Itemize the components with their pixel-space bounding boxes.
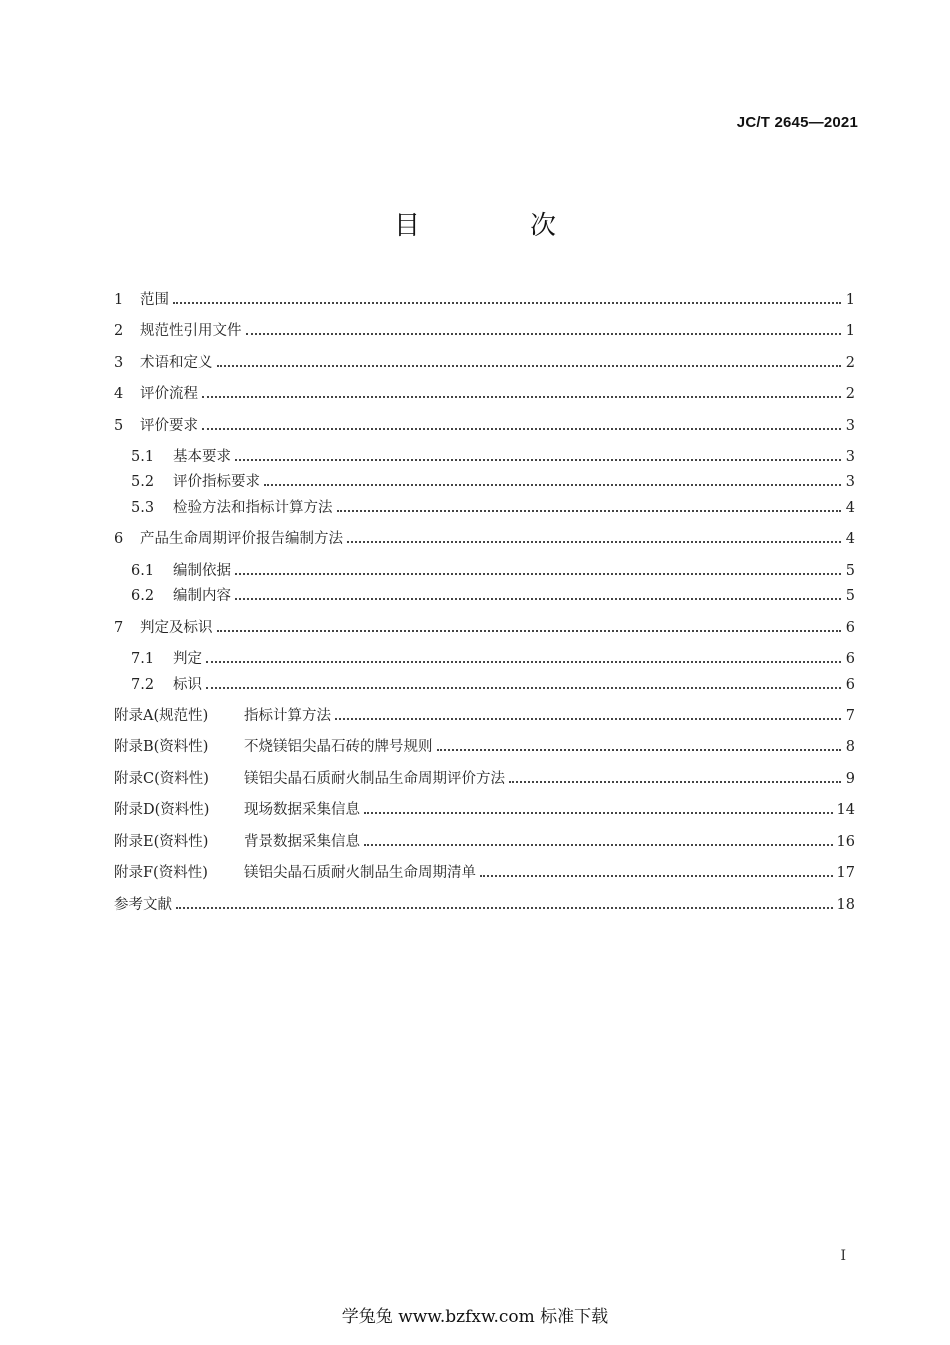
toc-entry-number: 3 xyxy=(114,355,124,371)
toc-entry-label xyxy=(114,860,476,886)
toc-entry-page: 2 xyxy=(845,386,855,402)
toc-entry-label xyxy=(114,318,242,344)
toc-entry-page: 16 xyxy=(836,834,855,850)
toc-entry-number: 附录E(资料性) xyxy=(114,834,209,850)
toc-dot-leader xyxy=(264,470,841,486)
toc-dot-leader xyxy=(202,382,841,398)
toc-entry-label xyxy=(114,703,331,729)
toc-dot-leader xyxy=(347,527,841,543)
toc-entry-number: 5.1 xyxy=(131,449,155,465)
toc-entry-page: 14 xyxy=(836,802,855,818)
toc-entry-page: 3 xyxy=(845,418,855,434)
toc-dot-leader xyxy=(206,647,841,663)
toc-entry-title: 编制依据 xyxy=(173,563,231,579)
toc-entry-number: 附录D(资料性) xyxy=(114,802,210,818)
toc-entry-page: 3 xyxy=(845,474,855,490)
toc-entry-title: 术语和定义 xyxy=(140,355,213,371)
standard-code: JC/T 2645—2021 xyxy=(736,114,858,131)
toc-entry-title: 范围 xyxy=(140,292,169,308)
toc-entry-page: 2 xyxy=(845,355,855,371)
toc-entry-title: 背景数据采集信息 xyxy=(244,834,360,850)
toc-entry-page: 9 xyxy=(845,771,855,787)
footer-watermark: 学兔兔 www.bzfxw.com 标准下载 xyxy=(341,1307,609,1327)
toc-entry-label xyxy=(114,615,213,641)
toc-dot-leader xyxy=(335,704,841,720)
toc-entry-number: 附录C(资料性) xyxy=(114,771,209,787)
toc-entry-label xyxy=(114,829,360,855)
toc-dot-leader xyxy=(480,861,833,877)
toc-entry-title: 现场数据采集信息 xyxy=(244,802,360,818)
toc-entry-title: 基本要求 xyxy=(173,449,231,465)
toc-dot-leader xyxy=(337,496,842,512)
toc-entry xyxy=(114,350,855,376)
toc-entry-title: 产品生命周期评价报告编制方法 xyxy=(140,531,343,547)
toc-entry xyxy=(114,892,855,918)
toc-entry-title: 判定 xyxy=(173,651,202,667)
toc-dot-leader xyxy=(206,673,841,689)
toc-entry-number: 7 xyxy=(114,620,124,636)
toc-entry-label xyxy=(114,287,169,313)
toc-entry-title: 检验方法和指标计算方法 xyxy=(173,500,333,516)
toc-entry xyxy=(131,469,855,495)
toc-dot-leader xyxy=(235,559,841,575)
toc-entry-page: 5 xyxy=(845,563,855,579)
toc-entry-page: 4 xyxy=(845,500,855,516)
toc-entry-number: 5.2 xyxy=(131,474,155,490)
toc-entry-label xyxy=(114,766,505,792)
toc-entry xyxy=(131,646,855,672)
toc-entry-number: 7.1 xyxy=(131,651,155,667)
toc-entry xyxy=(114,526,855,552)
toc-entry-label xyxy=(114,413,198,439)
toc-entry-title: 标识 xyxy=(173,677,202,693)
toc-entry-label xyxy=(131,672,202,698)
toc-entry xyxy=(114,318,855,344)
toc-entry-number: 5.3 xyxy=(131,500,155,516)
toc-entry-number: 6 xyxy=(114,531,124,547)
toc-dot-leader xyxy=(246,319,842,335)
toc-entry-label xyxy=(131,469,260,495)
toc-dot-leader xyxy=(217,351,842,367)
toc-entry xyxy=(114,287,855,313)
toc-entry-number: 6.1 xyxy=(131,563,155,579)
toc-entry xyxy=(114,615,855,641)
toc-entry-title: 镁铝尖晶石质耐火制品生命周期清单 xyxy=(244,865,476,881)
toc-entry xyxy=(131,495,855,521)
toc-entry xyxy=(131,672,855,698)
toc-entry-number: 1 xyxy=(114,292,124,308)
toc-entry-page: 7 xyxy=(845,708,855,724)
toc-entry-number: 5 xyxy=(114,418,124,434)
toc-dot-leader xyxy=(235,445,841,461)
toc-dot-leader xyxy=(217,616,842,632)
toc-entry-title: 参考文献 xyxy=(114,897,172,913)
toc-entry-number: 附录F(资料性) xyxy=(114,865,208,881)
toc-entry-title: 不烧镁铝尖晶石砖的牌号规则 xyxy=(244,739,433,755)
toc-entry-title: 指标计算方法 xyxy=(244,708,331,724)
toc-entry-title: 判定及标识 xyxy=(140,620,213,636)
toc-entry-page: 3 xyxy=(845,449,855,465)
toc-entry-number: 2 xyxy=(114,323,124,339)
toc-entry-page: 5 xyxy=(845,588,855,604)
page-title: 目 次 xyxy=(393,211,598,241)
toc-entry xyxy=(114,829,855,855)
toc-entry-page: 18 xyxy=(836,897,855,913)
toc-entry-page: 8 xyxy=(845,739,855,755)
toc-entry xyxy=(131,583,855,609)
toc-entry-label xyxy=(114,381,198,407)
toc-entry xyxy=(114,381,855,407)
toc-entry-number: 4 xyxy=(114,386,124,402)
toc-entry xyxy=(114,766,855,792)
toc-dot-leader xyxy=(364,830,833,846)
toc-entry-page: 4 xyxy=(845,531,855,547)
toc-entry xyxy=(114,703,855,729)
toc-entry xyxy=(114,734,855,760)
toc-entry-page: 1 xyxy=(845,323,855,339)
toc-entry-label xyxy=(114,797,360,823)
toc-entry-label xyxy=(131,558,231,584)
toc-entry-label xyxy=(114,350,213,376)
toc-entry-page: 17 xyxy=(836,865,855,881)
toc-dot-leader xyxy=(364,798,833,814)
toc-dot-leader xyxy=(173,288,841,304)
toc-entry-label xyxy=(114,734,433,760)
toc-entry-label xyxy=(114,526,343,552)
toc-entry-page: 6 xyxy=(845,677,855,693)
toc-entry-number: 6.2 xyxy=(131,588,155,604)
toc-entry-label xyxy=(131,646,202,672)
toc-entry-label xyxy=(131,495,333,521)
toc-entry-label xyxy=(131,444,231,470)
toc-entry-title: 镁铝尖晶石质耐火制品生命周期评价方法 xyxy=(244,771,505,787)
toc-entry-number: 附录B(资料性) xyxy=(114,739,209,755)
toc-entry-page: 6 xyxy=(845,620,855,636)
toc-entry-page: 1 xyxy=(845,292,855,308)
toc-entry xyxy=(114,860,855,886)
toc-entry-label xyxy=(131,583,231,609)
toc-dot-leader xyxy=(437,735,842,751)
toc-entry-title: 规范性引用文件 xyxy=(140,323,242,339)
toc-entry-title: 编制内容 xyxy=(173,588,231,604)
toc-dot-leader xyxy=(202,414,841,430)
toc-entry-label xyxy=(114,892,172,918)
toc-entry xyxy=(131,444,855,470)
toc-entry xyxy=(114,413,855,439)
toc-entry-title: 评价要求 xyxy=(140,418,198,434)
toc-entry xyxy=(131,558,855,584)
toc-entry-page: 6 xyxy=(845,651,855,667)
toc-dot-leader xyxy=(509,767,841,783)
toc-entry-number: 附录A(规范性) xyxy=(114,708,209,724)
toc-entry-number: 7.2 xyxy=(131,677,155,693)
page-number: I xyxy=(840,1248,846,1264)
toc-dot-leader xyxy=(176,893,833,909)
toc-entry-title: 评价指标要求 xyxy=(173,474,260,490)
toc-entry xyxy=(114,797,855,823)
toc-entry-title: 评价流程 xyxy=(140,386,198,402)
toc-dot-leader xyxy=(235,584,841,600)
